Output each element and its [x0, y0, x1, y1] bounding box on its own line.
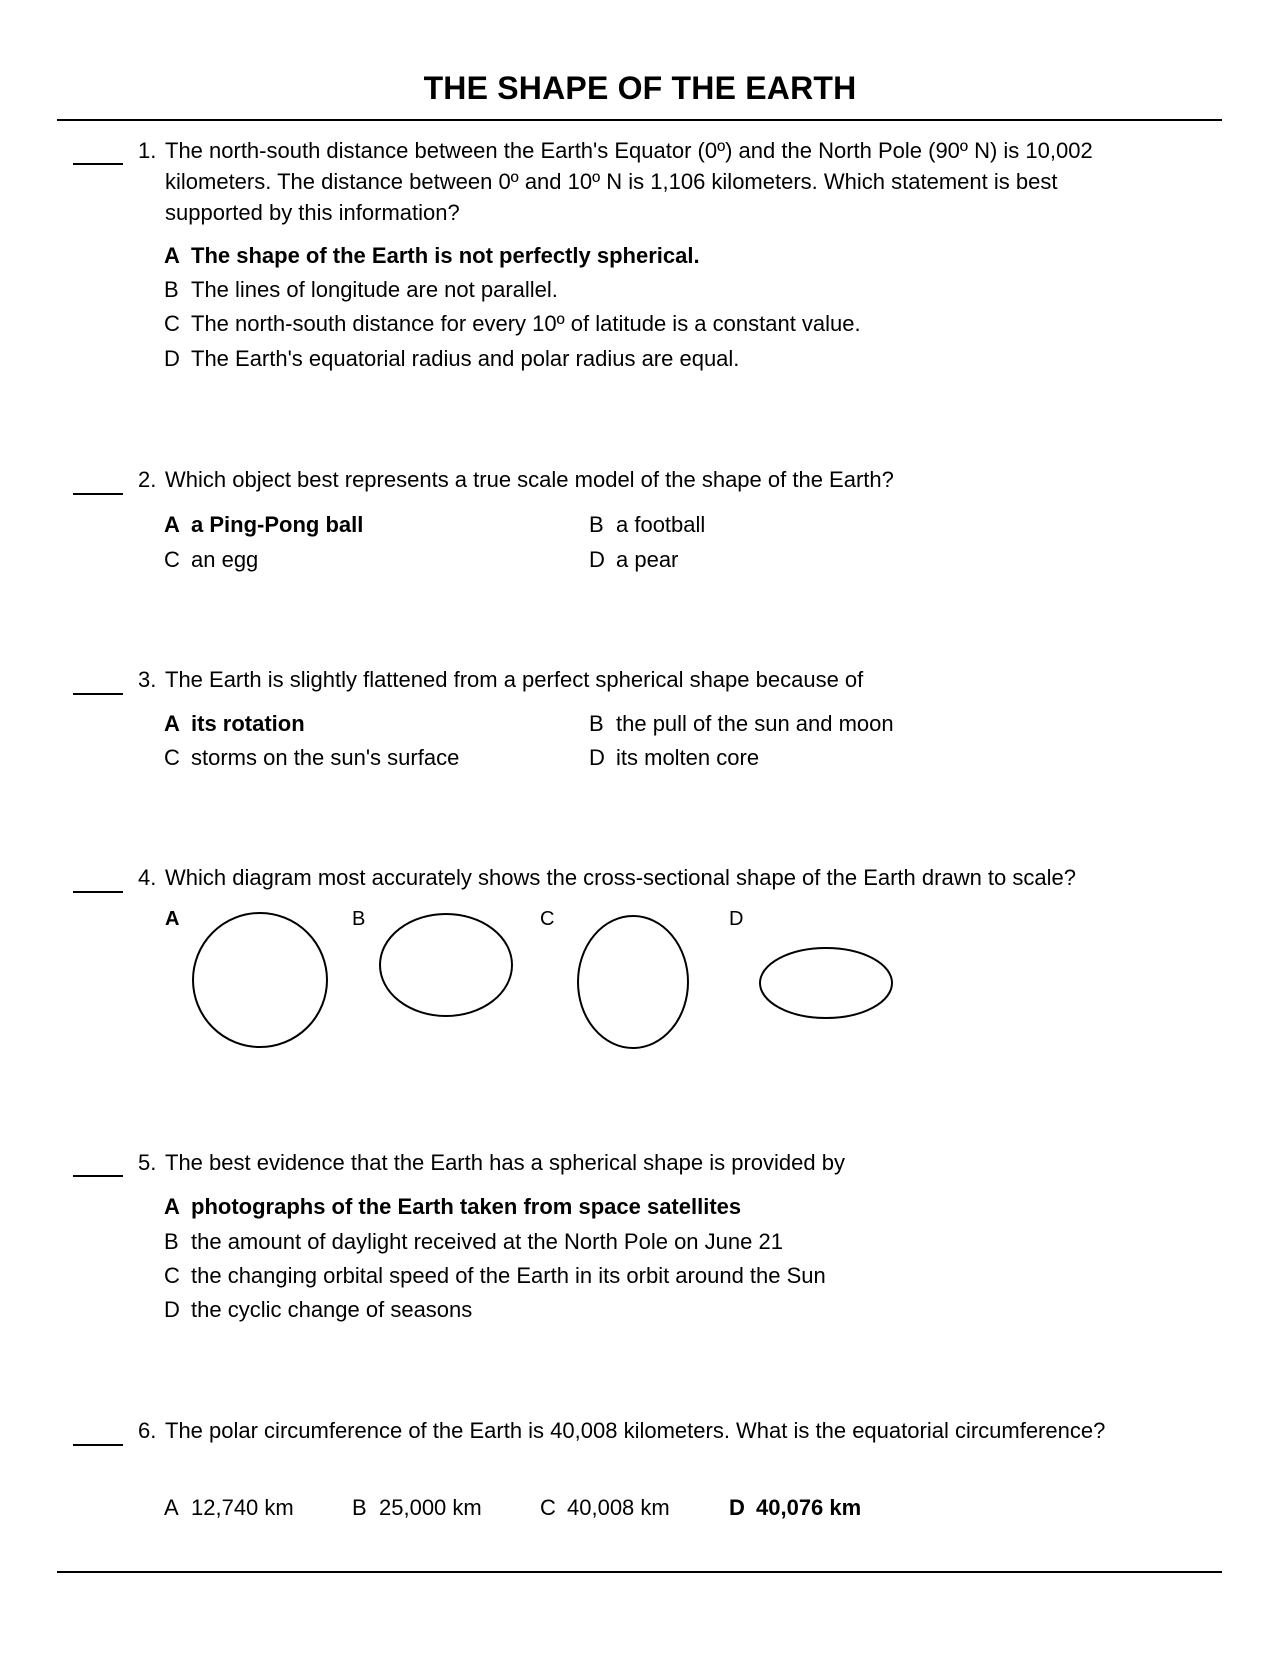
choice-6d: D 40,076 km: [729, 1495, 862, 1520]
choice-6b: B 25,000 km: [352, 1495, 482, 1520]
choice-1d: D The Earth's equatorial radius and polar radius are equal.: [164, 346, 740, 371]
choice-3d: D its molten core: [589, 745, 760, 770]
choice-6a: A 12,740 km: [164, 1495, 294, 1520]
choice-5a: A photographs of the Earth taken from space satellites: [164, 1194, 742, 1219]
choice-2c: C an egg: [164, 547, 259, 572]
choice-3a: A its rotation: [164, 711, 305, 736]
choice-2d: D a pear: [589, 547, 679, 572]
choice-5b: B the amount of daylight received at the North Pole on June 21: [164, 1229, 783, 1254]
diagram-label-b: B: [352, 908, 366, 930]
question-text: Which diagram most accurately shows the cross-sectional shape of the Earth drawn to scale?: [165, 865, 1076, 890]
choice-1a: A The shape of the Earth is not perfectly spherical.: [164, 243, 700, 268]
choice-3b: B the pull of the sun and moon: [589, 711, 894, 736]
question-number: 6.: [138, 1418, 157, 1443]
diagram-d-ellipse: [760, 948, 892, 1018]
answer-blank-6[interactable]: [73, 1444, 123, 1446]
diagram-c-ellipse: [578, 916, 688, 1048]
choice-5d: D the cyclic change of seasons: [164, 1297, 473, 1322]
bottom-rule: [57, 1571, 1222, 1573]
question-number: 5.: [138, 1150, 157, 1175]
diagram-label-d: D: [729, 908, 744, 930]
choice-1b: B The lines of longitude are not parallel.: [164, 277, 558, 302]
question-text: The polar circumference of the Earth is 40,008 kilometers. What is the equatorial circumference?: [165, 1418, 1106, 1443]
question-text: The north-south distance between the Earth's Equator (0º) and the North Pole (90º N) is 10,002 kilometers. The distance between 0º and 10º N is 1,106 kilometers. Which statement is best supported by this information?: [165, 138, 1093, 225]
choice-5c: C the changing orbital speed of the Earth in its orbit around the Sun: [164, 1263, 826, 1288]
question-6: [138, 1415, 1138, 1446]
choice-3c: C storms on the sun's surface: [164, 745, 460, 770]
question-text: Which object best represents a true scale model of the shape of the Earth?: [165, 467, 894, 492]
choice-2b: B a football: [589, 512, 706, 537]
choice-1c: C The north-south distance for every 10º of latitude is a constant value.: [164, 311, 861, 336]
diagram-label-c: C: [540, 908, 555, 930]
page-title: THE SHAPE OF THE EARTH: [423, 70, 857, 106]
question-number: 4.: [138, 865, 157, 890]
diagram-b-ellipse: [380, 914, 512, 1016]
choice-6c: C 40,008 km: [540, 1495, 670, 1520]
diagram-a-circle: [193, 913, 327, 1047]
answer-blank-5[interactable]: [73, 1175, 123, 1177]
question-number: 1.: [138, 138, 157, 163]
question-text: The best evidence that the Earth has a spherical shape is provided by: [165, 1150, 845, 1175]
question-5: [138, 1147, 1138, 1178]
choice-2a: A a Ping-Pong ball: [164, 512, 364, 537]
question-number: 2.: [138, 467, 157, 492]
question-text: The Earth is slightly flattened from a perfect spherical shape because of: [165, 667, 864, 692]
question-number: 3.: [138, 667, 157, 692]
diagram-label-a: A: [165, 908, 180, 930]
